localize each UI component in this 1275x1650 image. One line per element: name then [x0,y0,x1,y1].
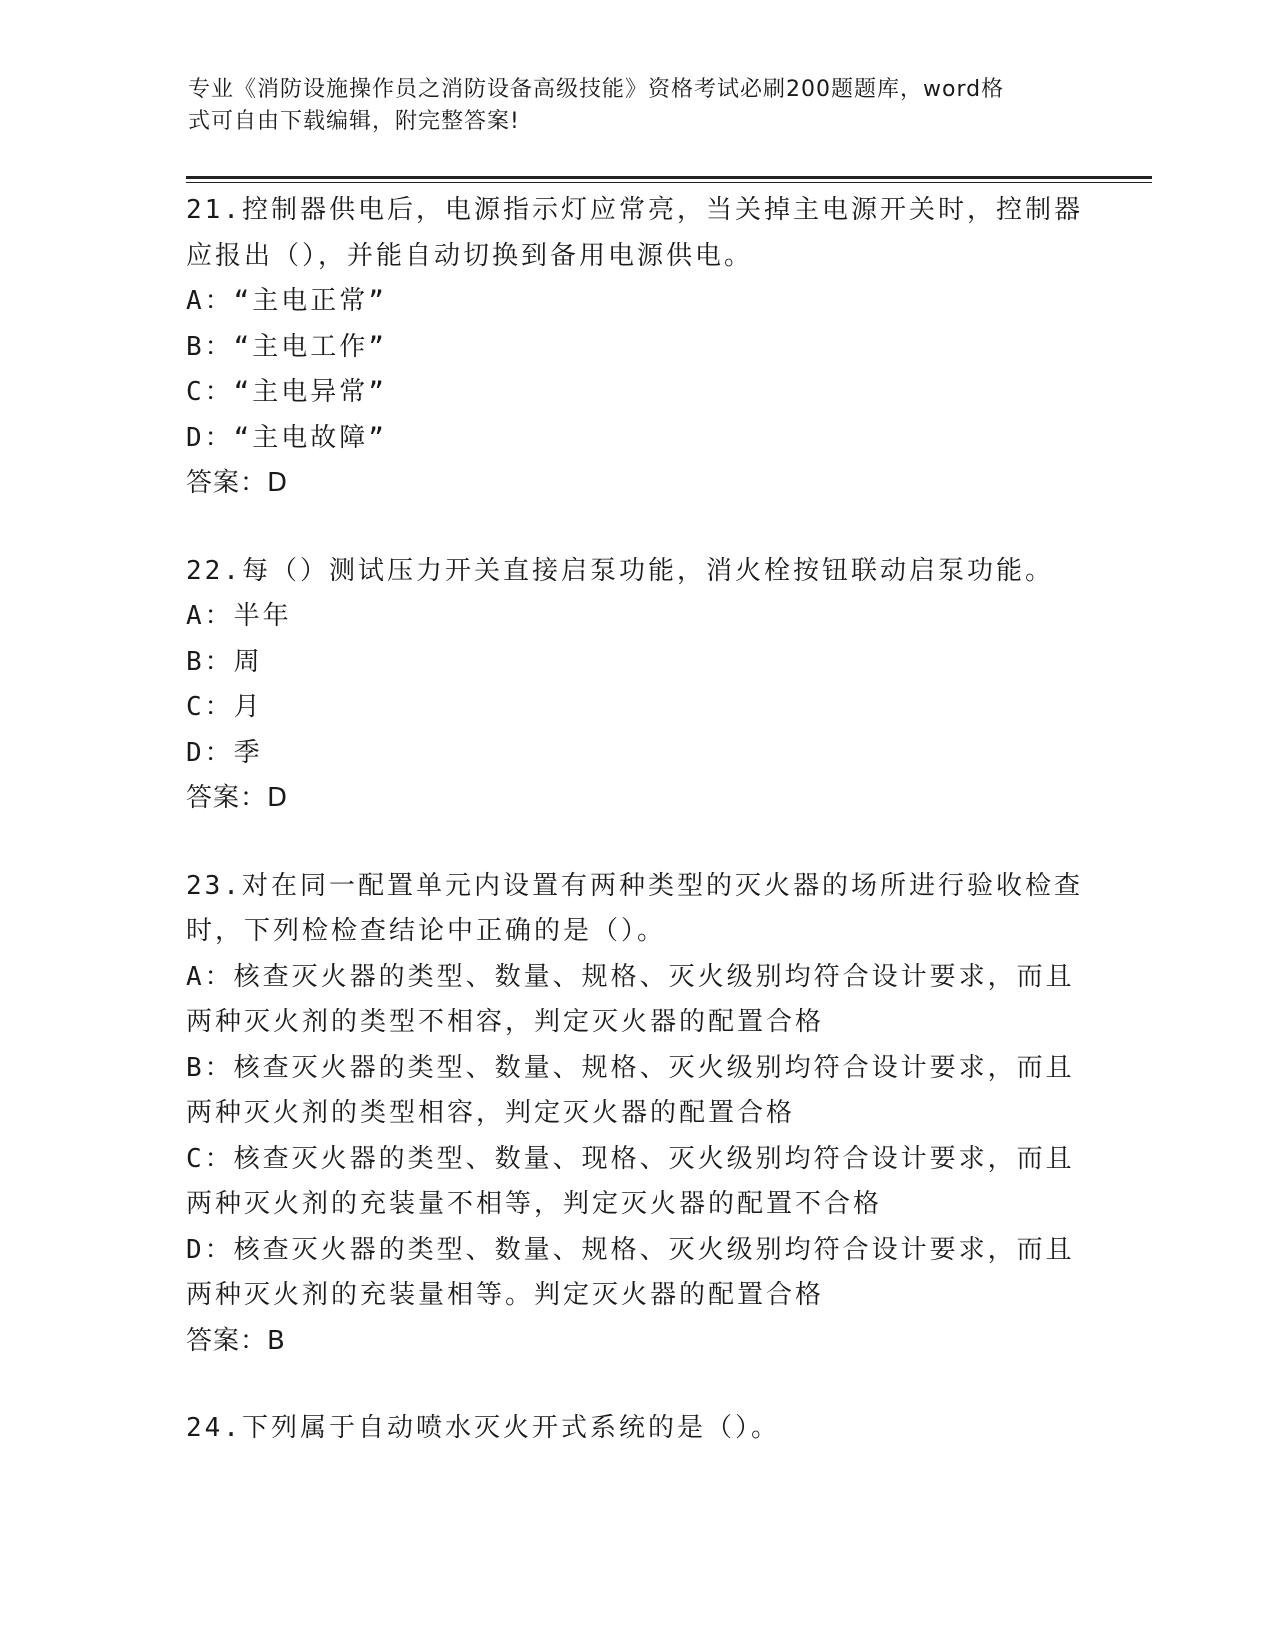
option-line: D：季 [186,737,263,768]
option-line: C：“主电异常” [186,377,387,407]
answer-line: 答案：D [186,783,289,813]
header-rule-thick [186,176,1152,179]
option-line: B：核查灭火器的类型、数量、规格、灭火级别均符合设计要求，而且 [186,1052,1075,1083]
header-rule-thin [186,182,1152,183]
option-line: C：核查灭火器的类型、数量、现格、灭火级别均符合设计要求，而且 [186,1143,1075,1174]
document-header [188,74,1068,138]
option-line: 两种灭火剂的充装量相等。判定灭火器的配置合格 [186,1280,825,1310]
question-text-line: 22.每（）测试压力开关直接启泵功能，消火栓按钮联动启泵功能。 [186,555,1054,586]
question-text-line: 21.控制器供电后，电源指示灯应常亮，当关掉主电源开关时，控制器 [186,195,1083,225]
header-line-1: 专业《消防设施操作员之消防设备高级技能》资格考试必刷200题题库，word格 [188,77,1005,102]
option-line: C：月 [186,692,263,722]
option-line: B：周 [186,646,263,677]
question-text-line: 23.对在同一配置单元内设置有两种类型的灭火器的场所进行验收检查 [186,870,1083,901]
option-line: 两种灭火剂的充装量不相等，判定灭火器的配置不合格 [186,1189,883,1219]
question-text-line: 应报出（），并能自动切换到备用电源供电。 [186,240,754,271]
question-list [186,188,1086,1494]
option-line: 两种灭火剂的类型不相容，判定灭火器的配置合格 [186,1007,825,1037]
question-block [186,1406,1086,1452]
question-block [186,188,1086,507]
question-block [186,549,1086,822]
option-line: 两种灭火剂的类型相容，判定灭火器的配置合格 [186,1098,796,1128]
option-line: A：半年 [186,601,292,631]
option-line: D：核查灭火器的类型、数量、规格、灭火级别均符合设计要求，而且 [186,1234,1075,1265]
question-block [186,864,1086,1365]
header-line-2: 式可自由下载编辑，附完整答案! [188,109,520,134]
question-text-line: 时，下列检检查结论中正确的是（）。 [186,916,667,946]
option-line: B：“主电工作” [186,331,387,362]
option-line: A：“主电正常” [186,286,387,316]
answer-line: 答案：D [186,468,289,498]
option-line: D：“主电故障” [186,422,387,453]
option-line: A：核查灭火器的类型、数量、规格、灭火级别均符合设计要求，而且 [186,961,1075,992]
question-text-line: 24.下列属于自动喷水灭火开式系统的是（）。 [186,1413,780,1443]
answer-line: 答案：B [186,1325,286,1356]
